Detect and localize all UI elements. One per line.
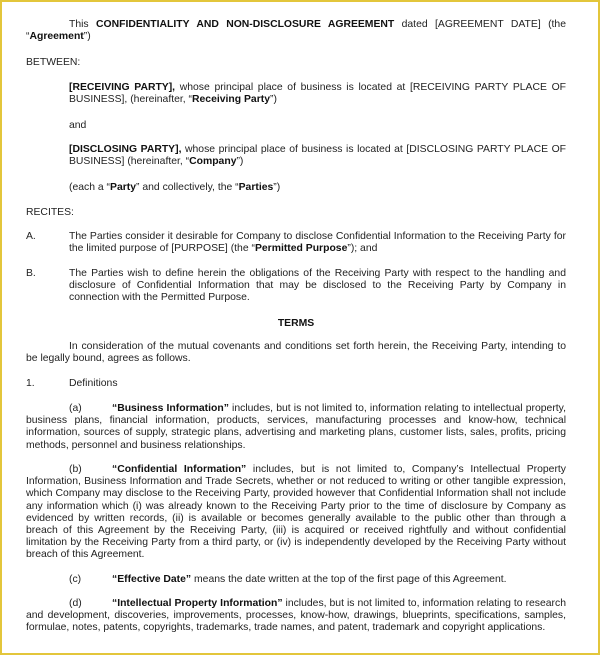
definition-b-label: (b) [69,464,82,475]
term-parties: Parties [238,182,274,193]
definition-c [69,574,507,586]
each-post: ”) [273,182,281,193]
term-business-information: “Business Information” [112,403,229,414]
consideration-paragraph: In consideration of the mutual covenants and conditions set forth herein, the Receiving Party, intending to be legally bound, agrees as follows. [26,341,566,365]
receiving-party-clause [69,82,566,106]
definition-a-text: includes, but is not limited to, information relating to intellectual property, business plans, financial information, products, services, manufacturing processes and know-how, technical information, sources of supply, strategic plans, advertising and marketing plans, customer lists, sales, profits, pricing methods, personnel and business relationships. [26,403,566,451]
disclosing-party-placeholder: [DISCLOSING PARTY], [69,144,182,155]
disclosing-party-text: whose principal place of business is located at [DISCLOSING PARTY PLACE OF BUSINESS] (hereinafter, “ [69,144,566,168]
term-intellectual-property-information: “Intellectual Property Information” [112,598,283,609]
definition-a-label: (a) [69,403,82,414]
definition-d [26,598,566,635]
term-company: Company [189,156,237,168]
each-mid: ” and collectively, the “ [136,182,239,193]
definition-d-label: (d) [69,598,82,609]
quote-close: ”) [83,31,91,43]
recital-a-text: The Parties consider it desirable for Company to disclose Confidential Information to the Receiving Party for the limited purpose of [PURPOSE] (the “ [69,231,566,255]
recital-b: The Parties wish to define herein the obligations of the Receiving Party with respect to the handling and disclosure of Confidential Information that may be disclosed to the Receiving Party by Company in connection with the Permitted Purpose. [69,268,566,304]
definition-d-text: includes, but is not limited to, information relating to research and development, discoveries, improvements, processes, know-how, drawings, blueprints, specifications, samples, formulae, notes, patents, copyrights, trademarks, trade names, and patent, trademark and copyright applications. [26,598,566,634]
definition-a [26,403,566,452]
each-pre: (each a “ [69,182,111,193]
agreement-title: CONFIDENTIALITY AND NON-DISCLOSURE AGREEMENT [96,19,395,30]
recital-a-letter: A. [26,231,36,242]
disclosing-party-close: ”) [236,156,244,168]
quote-open: “ [26,31,30,43]
recital-a [69,231,566,255]
recites-label: RECITES: [26,207,74,218]
term-permitted-purpose: Permitted Purpose [254,243,348,255]
agreement-intro [26,19,566,43]
document-body [2,2,600,655]
term-agreement: Agreement [29,31,84,43]
term-party: Party [110,182,137,193]
definition-c-text: means the date written at the top of the first page of this Agreement. [191,574,507,585]
each-party-clause [69,182,280,194]
and-label: and [69,120,87,131]
section-1-title: Definitions [69,378,118,389]
receiving-party-close: ”) [269,94,277,106]
receiving-party-text: whose principal place of business is located at [RECEIVING PARTY PLACE OF BUSINESS], (hereinafter, “ [69,82,567,106]
term-confidential-information: “Confidential Information” [112,464,247,475]
recital-a-close: ”); and [347,243,378,255]
definition-b-text: includes, but is not limited to, Company’s Intellectual Property Information, Business Information and Trade Secrets, whether or not reduced to writing or other tangible expression, which Company may disclose to the Receiving Party, provided however that Confidential Information shall not include any information which (i) was already known to the Receiving Party prior to the time of disclosure by Company as evidenced by written records, (ii) is available or becomes generally available to the public other than through a breach of this Agreement by the Receiving Party, (iii) is acquired or received rightfully and without confidential limitation by the Receiving Party from a third party, or (iv) is independently developed by the Receiving Party without breach of this Agreement. [26,464,567,561]
definition-c-label: (c) [69,574,82,585]
terms-heading: TERMS [277,318,315,329]
terms-heading-wrap [26,318,566,330]
recital-b-letter: B. [26,268,36,279]
term-receiving-party: Receiving Party [192,94,270,106]
section-1-number: 1. [26,378,35,389]
intro-prefix: This [69,19,89,30]
definition-b [26,464,566,562]
between-label: BETWEEN: [26,57,81,68]
agreement-dated: dated [AGREEMENT DATE] (the [401,19,566,30]
term-effective-date: “Effective Date” [112,574,192,585]
receiving-party-placeholder: [RECEIVING PARTY], [69,82,176,93]
disclosing-party-clause [69,144,566,168]
